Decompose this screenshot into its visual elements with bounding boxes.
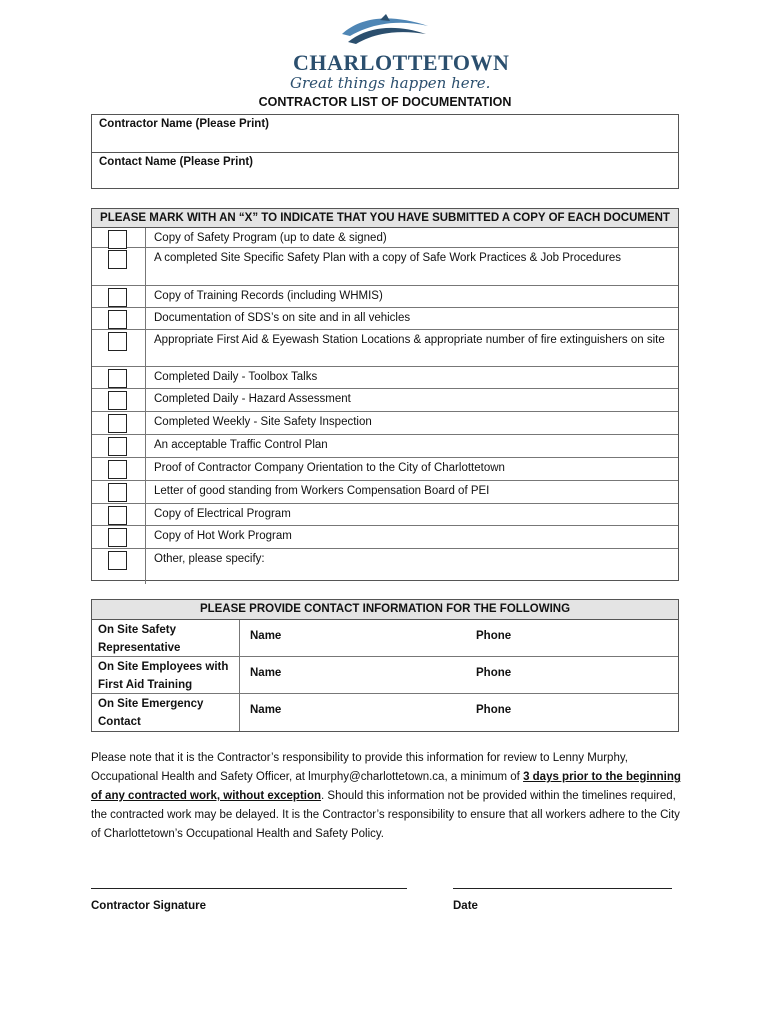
document-row [92,367,678,389]
contact-info-table [91,599,679,732]
phone-field[interactable]: Phone [476,667,512,679]
phone-field[interactable]: Phone [476,630,512,642]
contact-name-label: Contact Name (Please Print) [99,156,254,168]
documents-header: PLEASE MARK WITH AN “X” TO INDICATE THAT YOU HAVE SUBMITTED A COPY OF EACH DOCUMENT [92,209,678,228]
document-label: Copy of Electrical Program [154,508,291,520]
checkbox[interactable] [108,460,127,479]
document-label: Completed Weekly - Site Safety Inspection [154,416,372,428]
name-field[interactable]: Name [250,630,282,642]
name-field[interactable]: Name [250,704,282,716]
contractor-signature-label: Contractor Signature [91,900,207,912]
documents-checklist [91,208,679,581]
contractor-signature-line[interactable] [91,888,407,889]
document-row [92,412,678,435]
checkbox[interactable] [108,369,127,388]
checkbox[interactable] [108,288,127,307]
checkbox[interactable] [108,230,127,249]
document-label: An acceptable Traffic Control Plan [154,439,328,451]
document-row [92,248,678,286]
note-text-end: . Should this information not be provided within the timelines required, the contracted work may be delayed. It is the Contractor’s responsibility to ensure that all workers adhere to the City of Charlottetown’s Occupational Health and Safety Policy. [91,790,680,840]
document-row [92,308,678,330]
document-label: Letter of good standing from Workers Compensation Board of PEI [154,485,490,497]
document-label: Documentation of SDS’s on site and in all vehicles [154,312,411,324]
document-row [92,526,678,549]
contractor-name-label: Contractor Name (Please Print) [99,118,269,130]
document-label: Appropriate First Aid & Eyewash Station Locations & appropriate number of fire extinguishers on site [154,334,665,346]
document-row [92,435,678,458]
document-label: Proof of Contractor Company Orientation to the City of Charlottetown [154,462,505,474]
document-label: Copy of Safety Program (up to date & signed) [154,232,387,244]
document-row [92,481,678,504]
document-label: A completed Site Specific Safety Plan with a copy of Safe Work Practices & Job Procedures [154,252,622,264]
contact-role-label: On Site Emergency Contact [92,694,240,731]
document-label: Completed Daily - Hazard Assessment [154,393,351,405]
document-row [92,458,678,481]
contact-row [92,657,678,694]
charlottetown-logo [280,12,510,94]
document-row [92,228,678,248]
checkbox[interactable] [108,332,127,351]
checkbox[interactable] [108,250,127,269]
document-row [92,549,678,584]
logo-tagline: Great things happen here. [290,74,491,92]
logo-wordmark: CHARLOTTETOWN [293,50,510,75]
document-label: Other, please specify: [154,553,265,565]
checkbox[interactable] [108,506,127,525]
checkbox[interactable] [108,391,127,410]
date-label: Date [453,900,478,912]
document-label: Copy of Hot Work Program [154,530,292,542]
name-field[interactable]: Name [250,667,282,679]
document-label: Copy of Training Records (including WHMIS) [154,290,383,302]
checkbox[interactable] [108,551,127,570]
contact-role-label: On Site Employees with First Aid Training [92,657,240,693]
document-label: Completed Daily - Toolbox Talks [154,371,318,383]
waves-logo-icon [340,12,430,52]
document-row [92,389,678,412]
date-line[interactable] [453,888,672,889]
contact-name-field[interactable] [92,152,678,189]
contact-row [92,620,678,657]
note-emphasis: 3 days prior to the beginning of any contracted work, without exception [91,771,681,802]
contractor-info-box [91,114,679,189]
document-row [92,286,678,308]
document-row [92,504,678,526]
checkbox[interactable] [108,414,127,433]
responsibility-note [91,749,681,844]
document-row [92,330,678,367]
phone-field[interactable]: Phone [476,704,512,716]
checkbox[interactable] [108,437,127,456]
page-title: CONTRACTOR LIST OF DOCUMENTATION [258,95,512,109]
checkbox[interactable] [108,528,127,547]
checkbox[interactable] [108,310,127,329]
contact-role-label: On Site Safety Representative [92,620,240,656]
checkbox[interactable] [108,483,127,502]
contact-row [92,694,678,731]
note-text: Please note that it is the Contractor’s responsibility to provide this information for review to Lenny Murphy, Occupational Health and Safety Officer, at lmurphy@charlottetown.ca, a minimum of [91,752,628,783]
contact-info-header: PLEASE PROVIDE CONTACT INFORMATION FOR THE FOLLOWING [92,600,678,620]
contractor-name-field[interactable] [92,115,678,152]
